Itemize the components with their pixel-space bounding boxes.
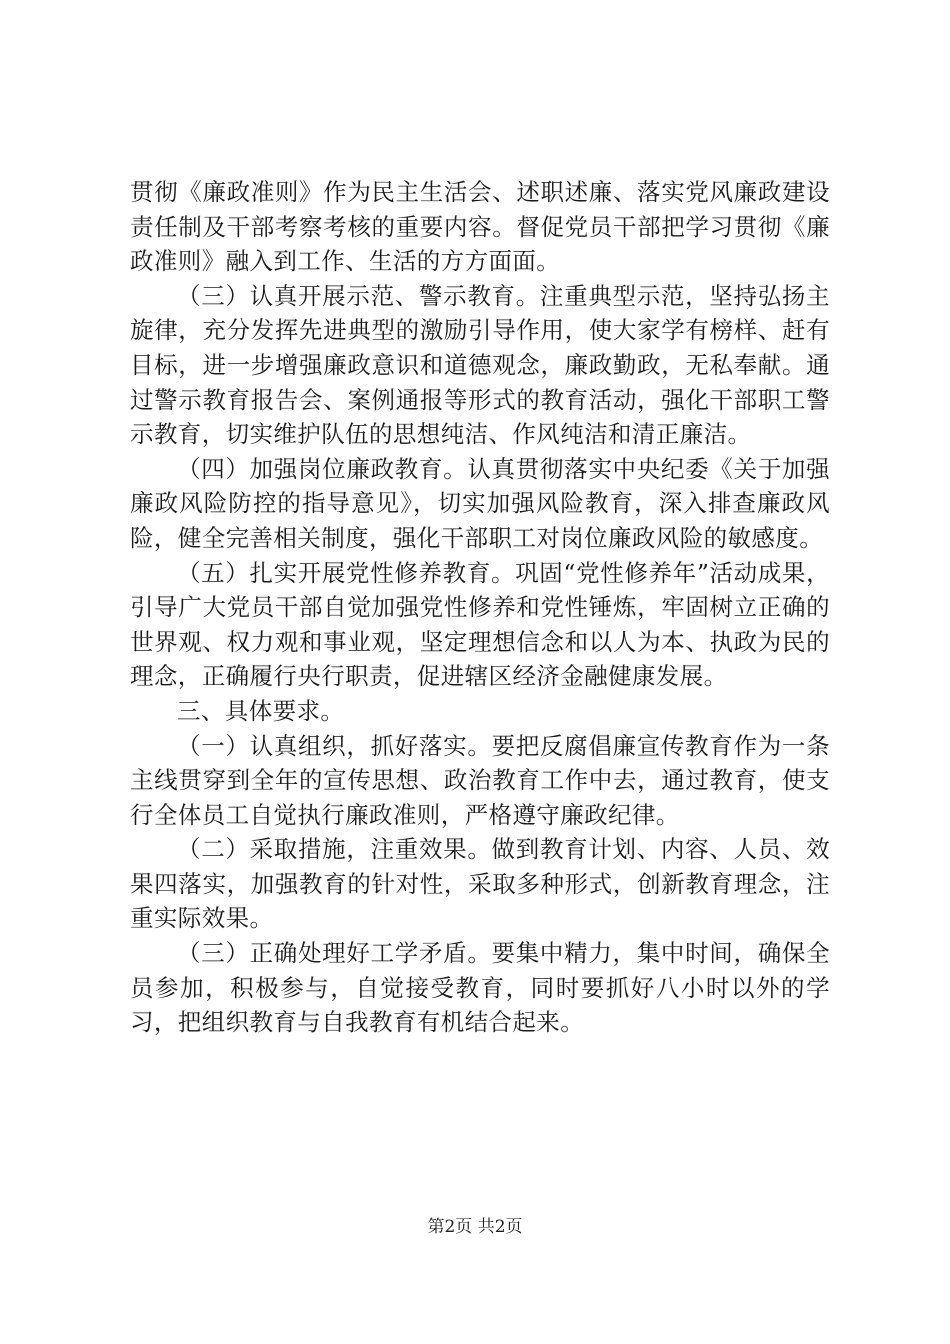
document-body [130, 175, 830, 1040]
paragraph-requirement-measures: （二）采取措施，注重效果。做到教育计划、内容、人员、效果四落实，加强教育的针对性，采取多种形式，创新教育理念，注重实际效果。 [130, 835, 830, 933]
paragraph-demonstration-warning-education: （三）认真开展示范、警示教育。注重典型示范，坚持弘扬主旋律，充分发挥先进典型的激励引导作用，使大家学有榜样、赶有目标，进一步增强廉政意识和道德观念，廉政勤政，无私奉献。通过警示教育报告会、案例通报等形式的教育活动，强化干部职工警示教育，切实维护队伍的思想纯洁、作风纯洁和清正廉洁。 [130, 281, 830, 449]
section-heading-requirements: 三、具体要求。 [177, 696, 345, 725]
paragraph-party-spirit-education: （五）扎实开展党性修养教育。巩固“党性修养年”活动成果，引导广大党员干部自觉加强党性修养和党性锤炼，牢固树立正确的世界观、权力观和事业观，坚定理想信念和以人为本、执政为民的理念，正确履行央行职责，促进辖区经济金融健康发展。 [130, 558, 830, 691]
paragraph-requirement-work-study: （三）正确处理好工学矛盾。要集中精力，集中时间，确保全员参加，积极参与，自觉接受教育，同时要抓好八小时以外的学习，把组织教育与自我教育有机结合起来。 [130, 939, 830, 1037]
page-number-footer: 第2页 共2页 [427, 1217, 523, 1237]
paragraph-requirement-organize: （一）认真组织，抓好落实。要把反腐倡廉宣传教育作为一条主线贯穿到全年的宣传思想、政治教育工作中去，通过教育，使支行全体员工自觉执行廉政准则，严格遵守廉政纪律。 [130, 731, 830, 829]
paragraph-continuation: 贯彻《廉政准则》作为民主生活会、述职述廉、落实党风廉政建设责任制及干部考察考核的重要内容。督促党员干部把学习贯彻《廉政准则》融入到工作、生活的方方面面。 [130, 178, 830, 276]
paragraph-post-integrity-education: （四）加强岗位廉政教育。认真贯彻落实中央纪委《关于加强廉政风险防控的指导意见》，切实加强风险教育，深入排查廉政风险，健全完善相关制度，强化干部职工对岗位廉政风险的敏感度。 [130, 454, 830, 552]
